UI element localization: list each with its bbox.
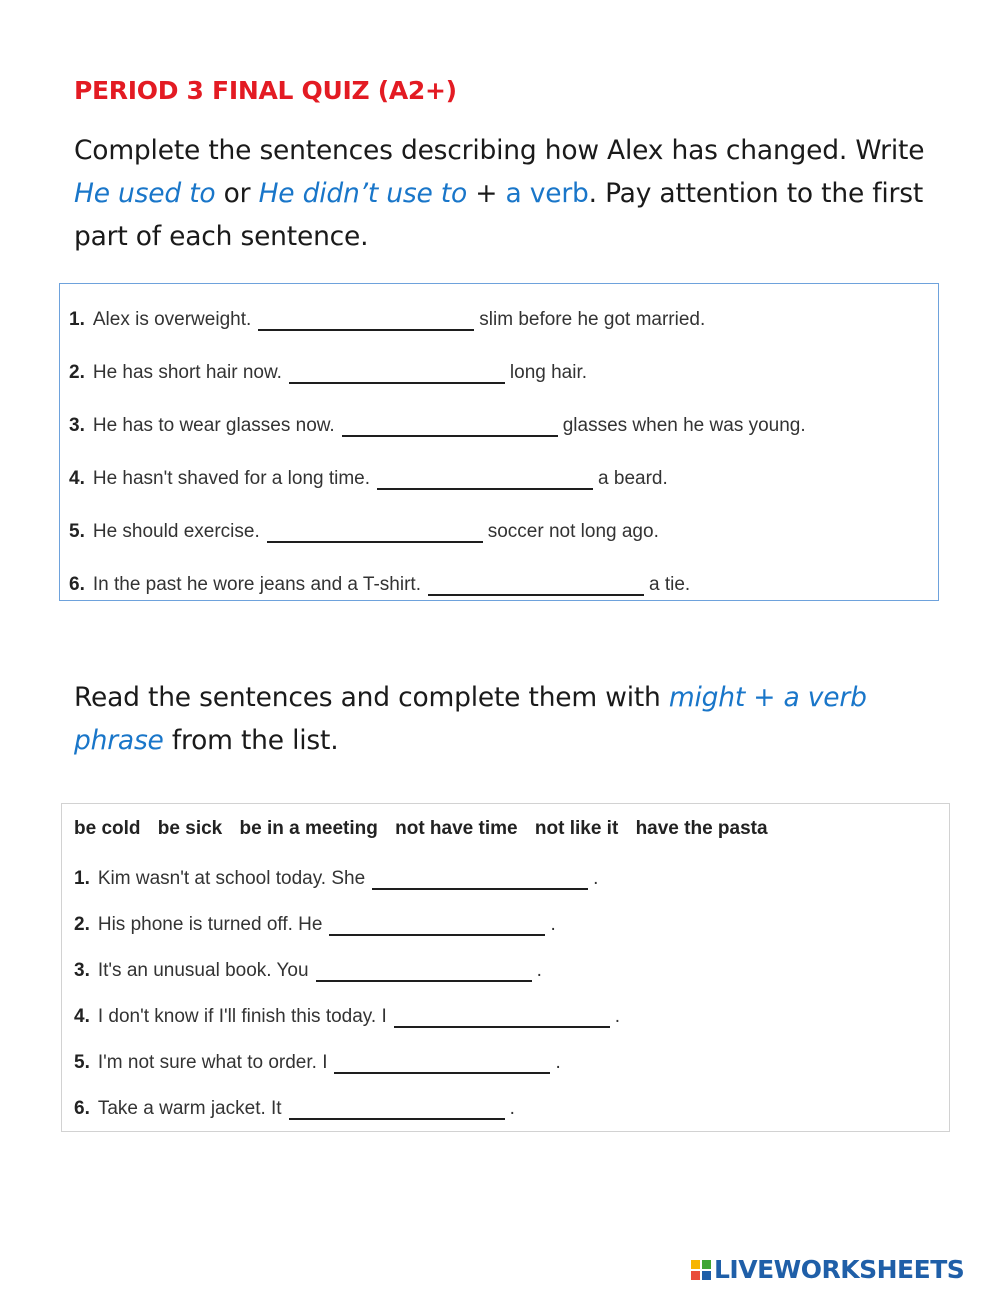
item-text-before: I'm not sure what to order. I [97, 1052, 328, 1073]
exercise1-item-1: 1. Alex is overweight. slim before he got married. [60, 301, 705, 331]
item-text-after: . [614, 1006, 621, 1027]
phrase-list [74, 818, 780, 840]
item-text-before: Alex is overweight. [92, 309, 252, 330]
item-text-after: . [509, 1098, 515, 1119]
phrase-might-verb-phrase: might + a verb phrase [74, 682, 867, 756]
phrase-he-used-to: He used to [74, 178, 216, 209]
exercise2-item-5: 5. I'm not sure what to order. I . [62, 1044, 561, 1074]
section1-instruction: Complete the sentences describing how Alex has changed. Write He used to or He didn’t use to + a verb. Pay attention to the first part of each sentence. [74, 135, 925, 252]
answer-blank[interactable] [289, 1094, 505, 1120]
answer-blank[interactable] [377, 464, 593, 490]
answer-blank[interactable] [267, 517, 483, 543]
phrase-option: be sick [157, 818, 223, 839]
exercise1-box [59, 283, 939, 601]
phrase-option: be in a meeting [239, 818, 378, 839]
answer-blank[interactable] [289, 358, 505, 384]
phrase-option: have the pasta [635, 818, 768, 839]
item-text-after: . [550, 914, 556, 935]
item-text-before: He has to wear glasses now. [92, 415, 335, 436]
item-text-after: long hair. [509, 362, 588, 383]
answer-blank[interactable] [342, 411, 558, 437]
item-text-before: Kim wasn't at school today. She [97, 868, 366, 889]
item-text-before: His phone is turned off. He [97, 914, 323, 935]
item-text-after: . [555, 1052, 561, 1073]
exercise1-item-2: 2. He has short hair now. long hair. [60, 354, 587, 384]
exercise2-item-1: 1. Kim wasn't at school today. She . [62, 860, 598, 890]
item-text-after: slim before he got married. [479, 309, 706, 330]
exercise1-item-6: 6. In the past he wore jeans and a T-shirt. a tie. [60, 566, 690, 596]
phrase-option: not like it [534, 818, 619, 839]
item-text-before: It's an unusual book. You [97, 960, 309, 981]
logo-mark-icon [691, 1260, 711, 1280]
phrase-option: be cold [74, 818, 141, 839]
answer-blank[interactable] [334, 1048, 550, 1074]
item-text-before: In the past he wore jeans and a T-shirt. [92, 574, 421, 595]
exercise1-item-4: 4. He hasn't shaved for a long time. a beard. [60, 460, 668, 490]
item-text-after: . [536, 960, 542, 981]
phrase-he-didnt-use-to: He didn’t use to [258, 178, 468, 209]
item-text-after: a beard. [598, 468, 668, 489]
item-text-after: soccer not long ago. [487, 521, 659, 542]
item-text-before: I don't know if I'll finish this today. I [97, 1006, 387, 1027]
exercise2-item-6: 6. Take a warm jacket. It . [62, 1090, 515, 1120]
phrase-a-verb: a verb [505, 178, 589, 209]
liveworksheets-logo [691, 1255, 964, 1284]
exercise2-item-3: 3. It's an unusual book. You . [62, 952, 542, 982]
exercise1-item-3: 3. He has to wear glasses now. glasses when he was young. [60, 407, 806, 437]
exercise2-item-2: 2. His phone is turned off. He . [62, 906, 556, 936]
exercise2-box [61, 803, 950, 1132]
page-title: PERIOD 3 FINAL QUIZ (A2+) [74, 76, 457, 105]
item-text-before: He should exercise. [92, 521, 260, 542]
item-text-after: . [593, 868, 599, 889]
item-text-before: Take a warm jacket. It [97, 1098, 282, 1119]
section2-instruction: Read the sentences and complete them with might + a verb phrase from the list. [74, 682, 867, 756]
exercise1-item-5: 5. He should exercise. soccer not long ago. [60, 513, 659, 543]
answer-blank[interactable] [329, 910, 545, 936]
item-text-before: He has short hair now. [92, 362, 282, 383]
phrase-option: not have time [395, 818, 518, 839]
answer-blank[interactable] [316, 956, 532, 982]
answer-blank[interactable] [372, 864, 588, 890]
answer-blank[interactable] [394, 1002, 610, 1028]
exercise2-item-4: 4. I don't know if I'll finish this today. I . [62, 998, 620, 1028]
item-text-after: a tie. [648, 574, 691, 595]
item-text-after: glasses when he was young. [562, 415, 806, 436]
answer-blank[interactable] [258, 305, 474, 331]
item-text-before: He hasn't shaved for a long time. [92, 468, 371, 489]
answer-blank[interactable] [428, 570, 644, 596]
logo-text: LIVEWORKSHEETS [714, 1255, 965, 1284]
